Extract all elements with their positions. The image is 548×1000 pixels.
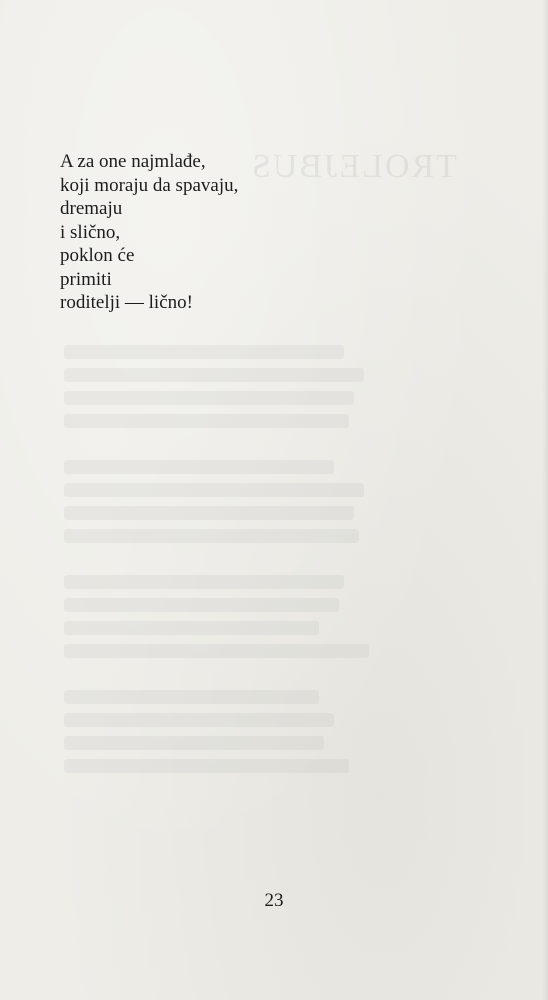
bleed-through-line: [64, 483, 364, 497]
bleed-through-line: [64, 736, 324, 750]
poem-line: i slično,: [60, 221, 121, 243]
bleed-through-line: [64, 414, 349, 428]
bleed-through-line: [64, 345, 344, 359]
bleed-through-line: [64, 759, 349, 773]
bleed-through-line: [64, 713, 334, 727]
bleed-through-line: [64, 368, 364, 382]
page-edge-shadow: [542, 0, 548, 1000]
bleed-through-line: [64, 644, 369, 658]
bleed-through-line: [64, 391, 354, 405]
poem-line: A za one najmlađe,: [60, 151, 206, 172]
poem-line: koji moraju da spavaju,: [60, 174, 239, 196]
bleed-through-line: [64, 460, 334, 474]
bleed-through-line: [64, 529, 359, 543]
poem-line: dremaju: [60, 198, 123, 219]
bleed-through-line: [64, 690, 319, 704]
bleed-through-line: [64, 506, 354, 520]
bleed-through-line: [64, 621, 319, 635]
poem-line: poklon će: [60, 245, 135, 266]
poem-line: roditelji — lično!: [60, 292, 193, 313]
bleed-through-line: [64, 575, 344, 589]
bleed-through-line: [64, 598, 339, 612]
page-number: 23: [264, 890, 284, 911]
poem-stanza: [60, 150, 320, 315]
bleed-through-title: TROLEJBUS: [250, 148, 457, 185]
poem-line: primiti: [60, 268, 112, 290]
